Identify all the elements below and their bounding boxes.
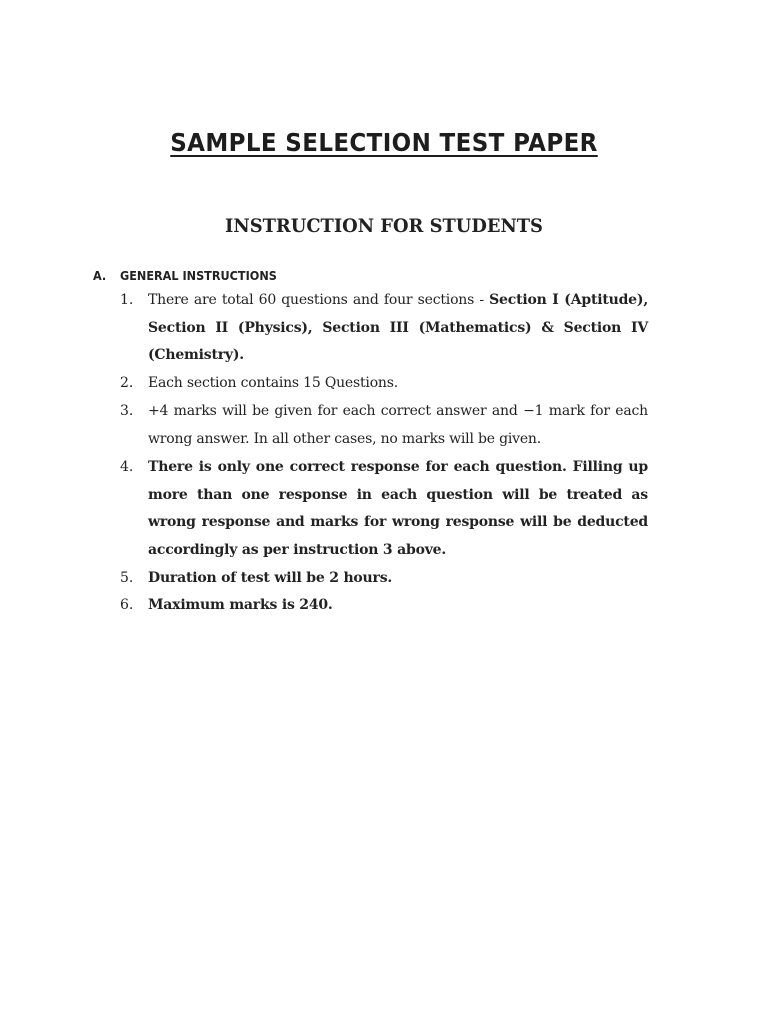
- section-letter: A.: [93, 268, 107, 283]
- item-text: +4 marks will be given for each correct answer and −1 mark for each wrong answer. In all other cases, no marks will be given.: [148, 403, 648, 447]
- instruction-item-2: [120, 370, 648, 398]
- item-number: 4.: [120, 459, 134, 475]
- item-text: Each section contains 15 Questions.: [148, 375, 398, 391]
- subtitle: INSTRUCTION FOR STUDENTS: [225, 215, 543, 237]
- item-text-bold: Section I (Aptitude), Section II (Physics), Section III (Mathematics) & Section IV (Chemistry).: [148, 292, 648, 364]
- instruction-item-3: [120, 398, 648, 453]
- item-text: There is only one correct response for each question. Filling up more than one response in each question will be treated as wrong response and marks for wrong response will be deducted accordingly as per instruction 3 above.: [148, 459, 648, 558]
- item-text: Duration of test will be 2 hours.: [148, 570, 393, 586]
- section-heading: [93, 268, 277, 283]
- section-heading-text: GENERAL INSTRUCTIONS: [120, 268, 277, 283]
- instruction-item-1: [120, 287, 648, 370]
- item-text-intro: There are total 60 questions and four sections -: [148, 292, 490, 308]
- item-number: 1.: [120, 292, 134, 308]
- item-number: 5.: [120, 570, 134, 586]
- item-number: 2.: [120, 375, 134, 391]
- instruction-item-4: [120, 454, 648, 564]
- page-title: SAMPLE SELECTION TEST PAPER: [170, 128, 598, 157]
- item-number: 3.: [120, 403, 134, 419]
- item-text: Maximum marks is 240.: [148, 597, 333, 613]
- instruction-item-6: [120, 592, 648, 620]
- item-text: [148, 287, 648, 370]
- instruction-item-5: [120, 565, 648, 593]
- item-number: 6.: [120, 597, 134, 613]
